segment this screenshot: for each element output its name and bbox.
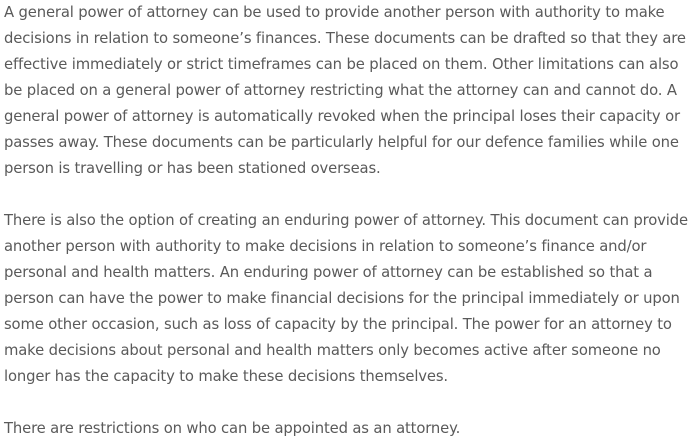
paragraph-enduring-power-of-attorney: There is also the option of creating an enduring power of attorney. This document can provide another person with authority to make decisions in relation to someone’s finance and/or personal and health matters. An enduring power of attorney can be established so that a person can have the power to make financial decisions for the principal immediately or upon some other occasion, such as loss of capacity by the principal. The power for an attorney to make decisions about personal and health matters only becomes active after someone no longer has the capacity to make these decisions themselves.: [4, 212, 688, 385]
paragraph-attorney-restrictions: There are restrictions on who can be appointed as an attorney.: [4, 420, 461, 437]
paragraph-general-power-of-attorney: A general power of attorney can be used to provide another person with authority to make decisions in relation to someone’s finances. These documents can be drafted so that they are effective immediately or strict timeframes can be placed on them. Other limitations can also be placed on a general power of attorney restricting what the attorney can and cannot do. A general power of attorney is automatically revoked when the principal loses their capacity or passes away. These documents can be particularly helpful for our defence families while one person is travelling or has been stationed overseas.: [4, 4, 686, 177]
